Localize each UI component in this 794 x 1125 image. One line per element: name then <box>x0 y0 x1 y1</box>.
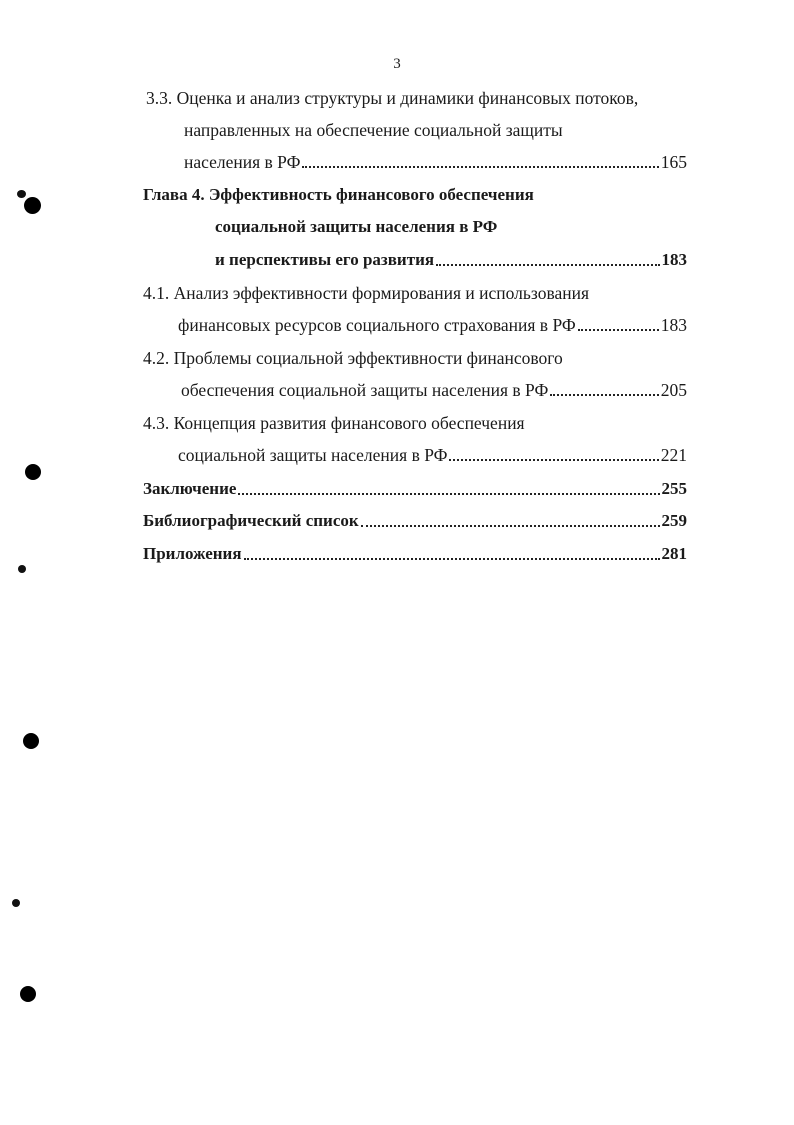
scan-speck <box>17 190 26 198</box>
toc-chapter-4-final <box>215 248 687 272</box>
dot-leader <box>449 459 658 461</box>
toc-entry-4-2-final <box>181 378 687 402</box>
toc-chapter-4-page: 183 <box>661 250 687 269</box>
toc-chapter-4-title-end: и перспективы его развития <box>215 250 435 269</box>
toc-entry-3-3-title-end: населения в РФ <box>184 152 301 172</box>
toc-entry-3-3-final <box>184 150 687 174</box>
toc-appendices <box>143 542 687 566</box>
toc-appendices-page: 281 <box>661 544 687 563</box>
toc-entry-4-2-title: 4.2. Проблемы социальной эффективности финансового <box>143 348 563 368</box>
toc-conclusion <box>143 477 687 501</box>
dot-leader <box>302 166 658 168</box>
binder-hole <box>25 464 41 480</box>
dot-leader <box>578 329 659 331</box>
toc-entry-4-1-title: 4.1. Анализ эффективности формирования и использования <box>143 283 590 303</box>
toc-entry-3-3-title: 3.3. Оценка и анализ структуры и динамики финансовых потоков, <box>146 88 639 108</box>
toc-bibliography-title: Библиографический список <box>143 511 359 530</box>
scan-speck <box>12 899 20 907</box>
binder-hole <box>24 197 41 214</box>
toc-entry-4-1-title-end: финансовых ресурсов социального страхования в РФ <box>178 315 576 335</box>
toc-entry-3-3-title-cont: направленных на обеспечение социальной защиты <box>184 120 563 140</box>
toc-appendices-title: Приложения <box>143 544 242 563</box>
toc-bibliography <box>143 509 687 533</box>
toc-chapter-4-title: Глава 4. Эффективность финансового обеспечения <box>143 185 534 204</box>
toc-entry-3-3-page: 165 <box>660 152 687 172</box>
toc-conclusion-page: 255 <box>661 479 687 498</box>
binder-hole <box>20 986 36 1002</box>
toc-entry-4-1-final <box>178 313 687 337</box>
toc-bibliography-page: 259 <box>661 511 687 530</box>
scan-speck <box>18 565 26 573</box>
dot-leader <box>244 558 660 560</box>
toc-entry-4-1-page: 183 <box>660 315 687 335</box>
binder-hole <box>23 733 39 749</box>
dot-leader <box>436 264 659 266</box>
toc-entry-4-3-title-end: социальной защиты населения в РФ <box>178 445 448 465</box>
page-number: 3 <box>393 56 401 72</box>
toc-entry-4-3-page: 221 <box>660 445 687 465</box>
toc-entry-4-2-title-end: обеспечения социальной защиты населения в РФ <box>181 380 549 400</box>
toc-conclusion-title: Заключение <box>143 479 237 498</box>
dot-leader <box>238 493 659 495</box>
dot-leader <box>361 525 660 527</box>
toc-entry-4-2-page: 205 <box>660 380 687 400</box>
toc-entry-4-3-final <box>178 443 687 467</box>
toc-entry-4-3-title: 4.3. Концепция развития финансового обеспечения <box>143 413 525 433</box>
dot-leader <box>550 394 658 396</box>
toc-chapter-4-title-cont: социальной защиты населения в РФ <box>215 217 498 236</box>
